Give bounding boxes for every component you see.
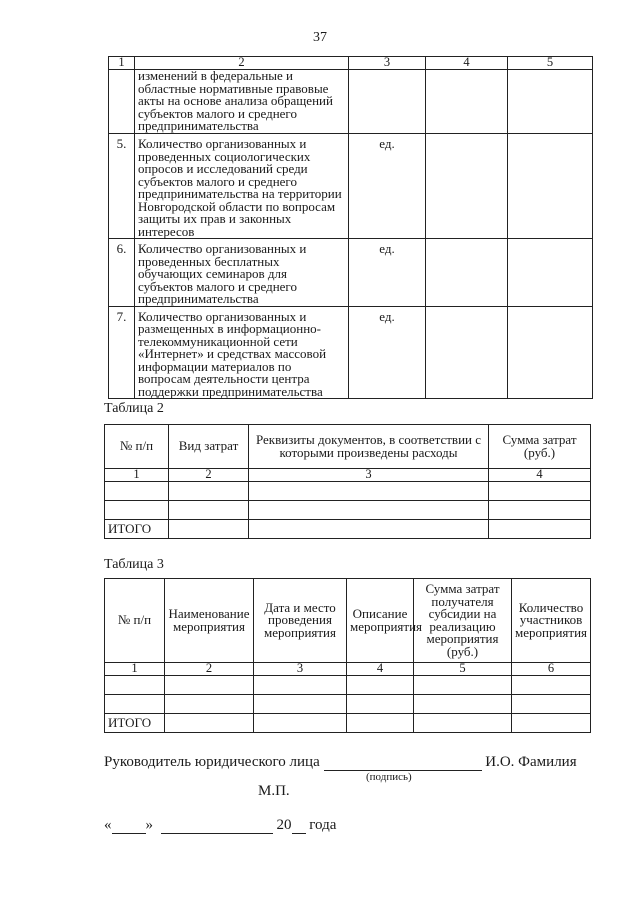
table-3-index-cell: 5 (414, 663, 512, 676)
table-2-caption: Таблица 2 (104, 401, 164, 416)
empty-cell (105, 676, 165, 695)
total-label: ИТОГО (105, 714, 165, 733)
table-1-index-cell: 1 (109, 57, 135, 70)
total-label: ИТОГО (105, 520, 169, 539)
header-number: № п/п (105, 425, 169, 469)
table-1-index-cell: 4 (426, 57, 508, 70)
empty-cell (165, 676, 254, 695)
table-2-index-cell: 2 (169, 469, 249, 482)
empty-cell (105, 501, 169, 520)
table-row (109, 70, 593, 134)
table-row (109, 134, 593, 239)
header-document-details: Реквизиты документов, в соответствии с которыми произведены расходы (249, 425, 489, 469)
header-event-date-place: Дата и место проведения мероприятия (254, 579, 347, 663)
header-expense-sum: Сумма затрат (руб.) (489, 425, 591, 469)
empty-cell (105, 695, 165, 714)
month-field[interactable] (161, 833, 273, 834)
empty-cell (249, 482, 489, 501)
table-row (105, 501, 591, 520)
table-1-index-cell: 5 (508, 57, 593, 70)
year-suffix: года (309, 817, 337, 833)
empty-cell (254, 676, 347, 695)
head-label: Руководитель юридического лица (104, 754, 320, 770)
table-row (109, 239, 593, 307)
date-close-quote: » (145, 817, 153, 833)
empty-cell (489, 520, 591, 539)
table-total-row (105, 520, 591, 539)
day-field[interactable] (112, 833, 146, 834)
empty-cell (254, 695, 347, 714)
table-row (105, 676, 591, 695)
table-2-index-cell: 4 (489, 469, 591, 482)
empty-cell (347, 676, 414, 695)
empty-cell (508, 134, 593, 239)
table-row (109, 306, 593, 399)
row-unit: ед. (349, 134, 426, 239)
empty-cell (165, 695, 254, 714)
table-2 (104, 424, 591, 539)
header-number: № п/п (105, 579, 165, 663)
table-3-index-cell: 2 (165, 663, 254, 676)
table-3-caption: Таблица 3 (104, 557, 164, 572)
row-number: 6. (109, 239, 135, 307)
empty-cell (414, 714, 512, 733)
row-unit: ед. (349, 306, 426, 399)
row-indicator-text: Количество организованных и проведенных социологических опросов и исследований среди субъектов малого и среднего предпринимательства на территории Новгородской области по вопросам защиты их прав и законных интересов (135, 134, 349, 239)
table-2-header-row (105, 425, 591, 469)
row-indicator-text: Количество организованных и проведенных бесплатных обучающих семинаров для субъектов малого и среднего предпринимательства (135, 239, 349, 307)
header-event-cost: Сумма затрат получателя субсидии на реализацию мероприятия (руб.) (414, 579, 512, 663)
row-indicator-text: Количество организованных и размещенных в информационно-телекоммуникационной сети «Интернет» и средствах массовой информации материалов по вопросам деятельности центра поддержки предпринимательства (135, 306, 349, 399)
empty-cell (254, 714, 347, 733)
empty-cell (249, 520, 489, 539)
empty-cell (508, 70, 593, 134)
year-field[interactable] (292, 833, 306, 834)
signature-hint: (подпись) (366, 771, 412, 783)
table-row (105, 695, 591, 714)
table-3-index-cell: 3 (254, 663, 347, 676)
empty-cell (169, 501, 249, 520)
empty-cell (347, 714, 414, 733)
row-number: 5. (109, 134, 135, 239)
row-unit (349, 70, 426, 134)
table-3-index-row (105, 663, 591, 676)
empty-cell (169, 482, 249, 501)
header-participants-count: Количество участников мероприятия (512, 579, 591, 663)
table-3-index-cell: 6 (512, 663, 591, 676)
empty-cell (347, 695, 414, 714)
empty-cell (426, 306, 508, 399)
empty-cell (165, 714, 254, 733)
page-number: 37 (313, 30, 327, 45)
empty-cell (512, 676, 591, 695)
table-row (105, 482, 591, 501)
empty-cell (249, 501, 489, 520)
header-expense-type: Вид затрат (169, 425, 249, 469)
row-indicator-text: изменений в федеральные и областные нормативные правовые акты на основе анализа обращений субъектов малого и среднего предпринимательства (135, 70, 349, 134)
empty-cell (489, 501, 591, 520)
signature-line (104, 754, 577, 771)
table-1-index-cell: 2 (135, 57, 349, 70)
empty-cell (508, 239, 593, 307)
table-2-index-cell: 3 (249, 469, 489, 482)
table-3 (104, 578, 591, 733)
empty-cell (414, 676, 512, 695)
empty-cell (426, 239, 508, 307)
empty-cell (512, 695, 591, 714)
row-number (109, 70, 135, 134)
date-open-quote: « (104, 817, 112, 833)
table-2-index-row (105, 469, 591, 482)
table-2-index-cell: 1 (105, 469, 169, 482)
empty-cell (508, 306, 593, 399)
empty-cell (426, 70, 508, 134)
table-3-index-cell: 4 (347, 663, 414, 676)
table-3-header-row (105, 579, 591, 663)
empty-cell (414, 695, 512, 714)
row-unit: ед. (349, 239, 426, 307)
name-label: И.О. Фамилия (485, 754, 577, 770)
header-event-description: Описание мероприятия (347, 579, 414, 663)
empty-cell (105, 482, 169, 501)
empty-cell (169, 520, 249, 539)
stamp-label: М.П. (258, 783, 290, 799)
table-1-index-cell: 3 (349, 57, 426, 70)
table-3-index-cell: 1 (105, 663, 165, 676)
empty-cell (426, 134, 508, 239)
row-number: 7. (109, 306, 135, 399)
header-event-name: Наименование мероприятия (165, 579, 254, 663)
table-total-row (105, 714, 591, 733)
year-prefix: 20 (276, 817, 292, 833)
empty-cell (512, 714, 591, 733)
empty-cell (489, 482, 591, 501)
table-1 (108, 56, 593, 399)
date-line (104, 817, 336, 834)
